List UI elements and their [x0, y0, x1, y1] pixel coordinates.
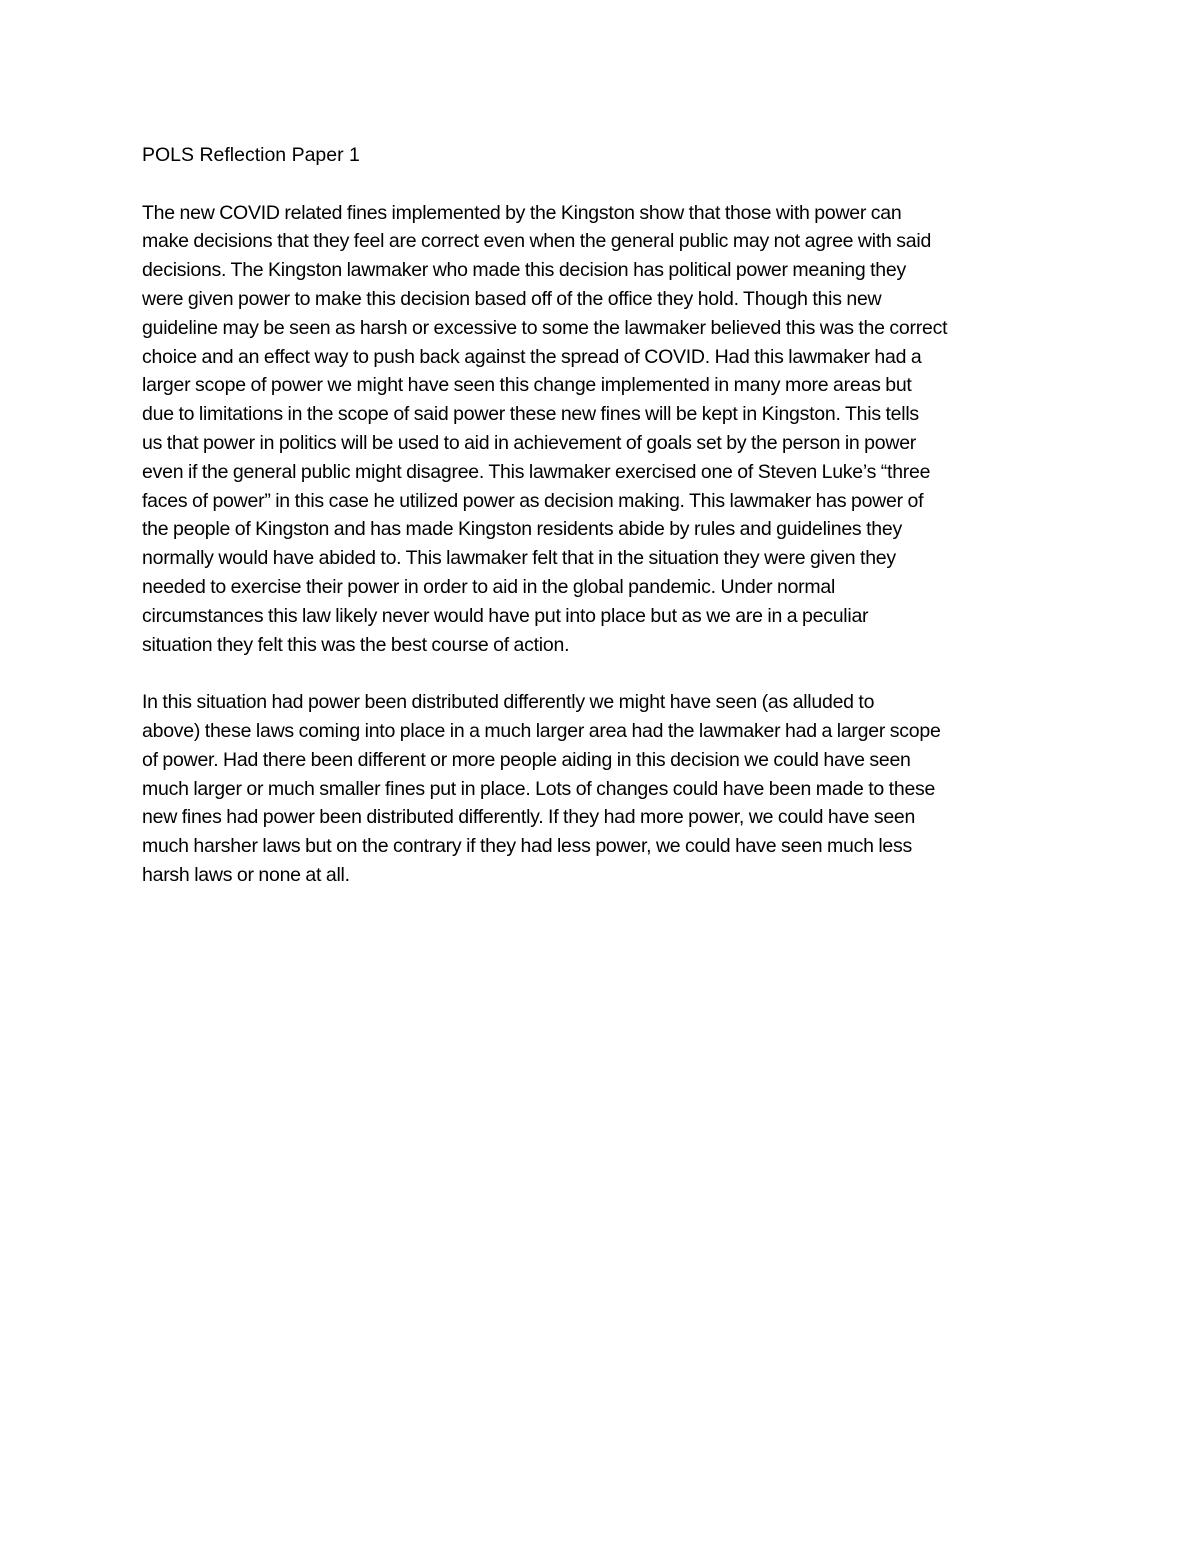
text-line: us that power in politics will be used to aid in achievement of goals set by the person in power: [142, 431, 917, 454]
text-line: harsh laws or none at all.: [142, 863, 350, 886]
text-line: larger scope of power we might have seen this change implemented in many more areas but: [142, 374, 912, 397]
text-line: even if the general public might disagree. This lawmaker exercised one of Steven Luke’s “three: [142, 460, 931, 483]
text-line: choice and an effect way to push back against the spread of COVID. Had this lawmaker had a: [142, 345, 922, 368]
text-line: circumstances this law likely never would have put into place but as we are in a peculiar: [142, 604, 869, 627]
text-line: were given power to make this decision based off of the office they hold. Though this new: [142, 287, 882, 310]
text-line: situation they felt this was the best course of action.: [142, 633, 570, 656]
document-title: POLS Reflection Paper 1: [142, 144, 360, 166]
text-line: faces of power” in this case he utilized power as decision making. This lawmaker has power of: [142, 489, 924, 512]
document-body: [142, 141, 1067, 919]
text-line: the people of Kingston and has made Kingston residents abide by rules and guidelines they: [142, 518, 902, 541]
text-line: new fines had power been distributed differently. If they had more power, we could have seen: [142, 806, 916, 829]
text-line: make decisions that they feel are correct even when the general public may not agree with said: [142, 230, 932, 253]
text-line: normally would have abided to. This lawmaker felt that in the situation they were given they: [142, 547, 896, 570]
text-line: needed to exercise their power in order to aid in the global pandemic. Under normal: [142, 575, 836, 598]
text-line: much harsher laws but on the contrary if they had less power, we could have seen much less: [142, 835, 913, 858]
paragraph-1: [142, 199, 1067, 660]
text-line: above) these laws coming into place in a much larger area had the lawmaker had a larger scope: [142, 719, 941, 742]
text-line: The new COVID related fines implemented by the Kingston show that those with power can: [142, 201, 902, 224]
text-line: due to limitations in the scope of said power these new fines will be kept in Kingston. This tells: [142, 403, 919, 426]
text-line: In this situation had power been distributed differently we might have seen (as alluded to: [142, 691, 875, 714]
text-line: decisions. The Kingston lawmaker who made this decision has political power meaning they: [142, 259, 906, 282]
paragraph-2: [142, 688, 1067, 890]
text-line: much larger or much smaller fines put in place. Lots of changes could have been made to these: [142, 777, 936, 800]
text-line: of power. Had there been different or more people aiding in this decision we could have seen: [142, 748, 911, 771]
text-line: guideline may be seen as harsh or excessive to some the lawmaker believed this was the correct: [142, 316, 948, 339]
